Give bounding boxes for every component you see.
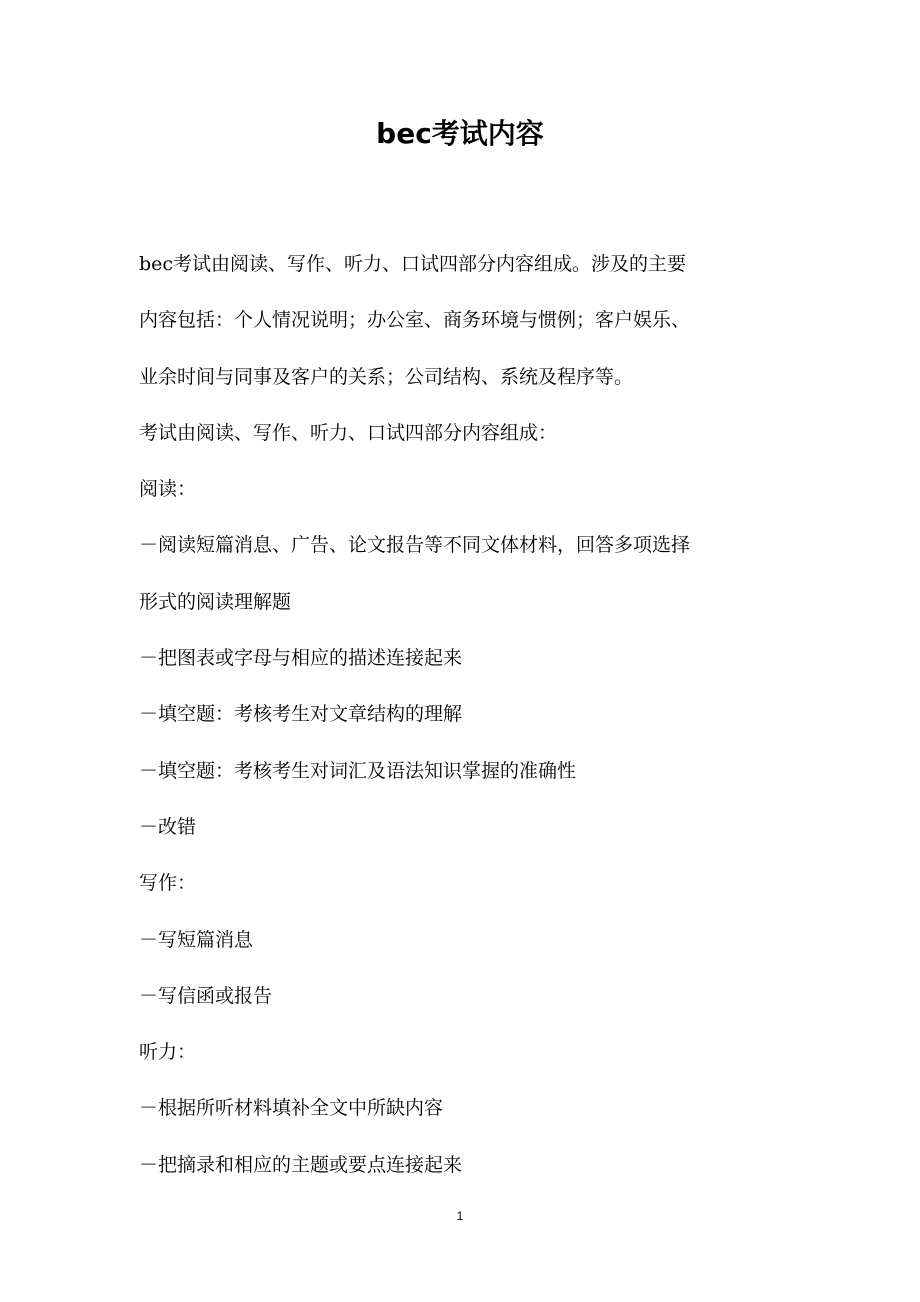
document-title: bec考试内容 [376,117,544,150]
list-item: －阅读短篇消息、广告、论文报告等不同文体材料，回答多项选择 [139,534,691,557]
list-item: －把图表或字母与相应的描述连接起来 [139,647,463,670]
text-line: 业余时间与同事及客户的关系；公司结构、系统及程序等。 [139,365,634,388]
list-item: －写信函或报告 [139,984,273,1007]
section-heading-reading: 阅读： [139,478,197,501]
text-line: 考试由阅读、写作、听力、口试四部分内容组成： [139,421,558,444]
list-item: －根据所听材料填补全文中所缺内容 [139,1097,444,1120]
text-line: bec考试由阅读、写作、听力、口试四部分内容组成。涉及的主要 [139,253,687,275]
document-body [139,236,779,1193]
list-item: －填空题：考核考生对词汇及语法知识掌握的准确性 [139,759,577,782]
section-heading-listening: 听力： [139,1041,197,1064]
list-item-continuation: 形式的阅读理解题 [139,590,292,613]
list-item: －把摘录和相应的主题或要点连接起来 [139,1153,463,1176]
list-item: －填空题：考核考生对文章结构的理解 [139,703,463,726]
section-heading-writing: 写作： [139,872,197,895]
list-item: －写短篇消息 [139,928,254,951]
page-number: 1 [456,1209,464,1223]
text-line: 内容包括：个人情况说明；办公室、商务环境与惯例；客户娱乐、 [139,309,691,332]
list-item: －改错 [139,815,197,838]
